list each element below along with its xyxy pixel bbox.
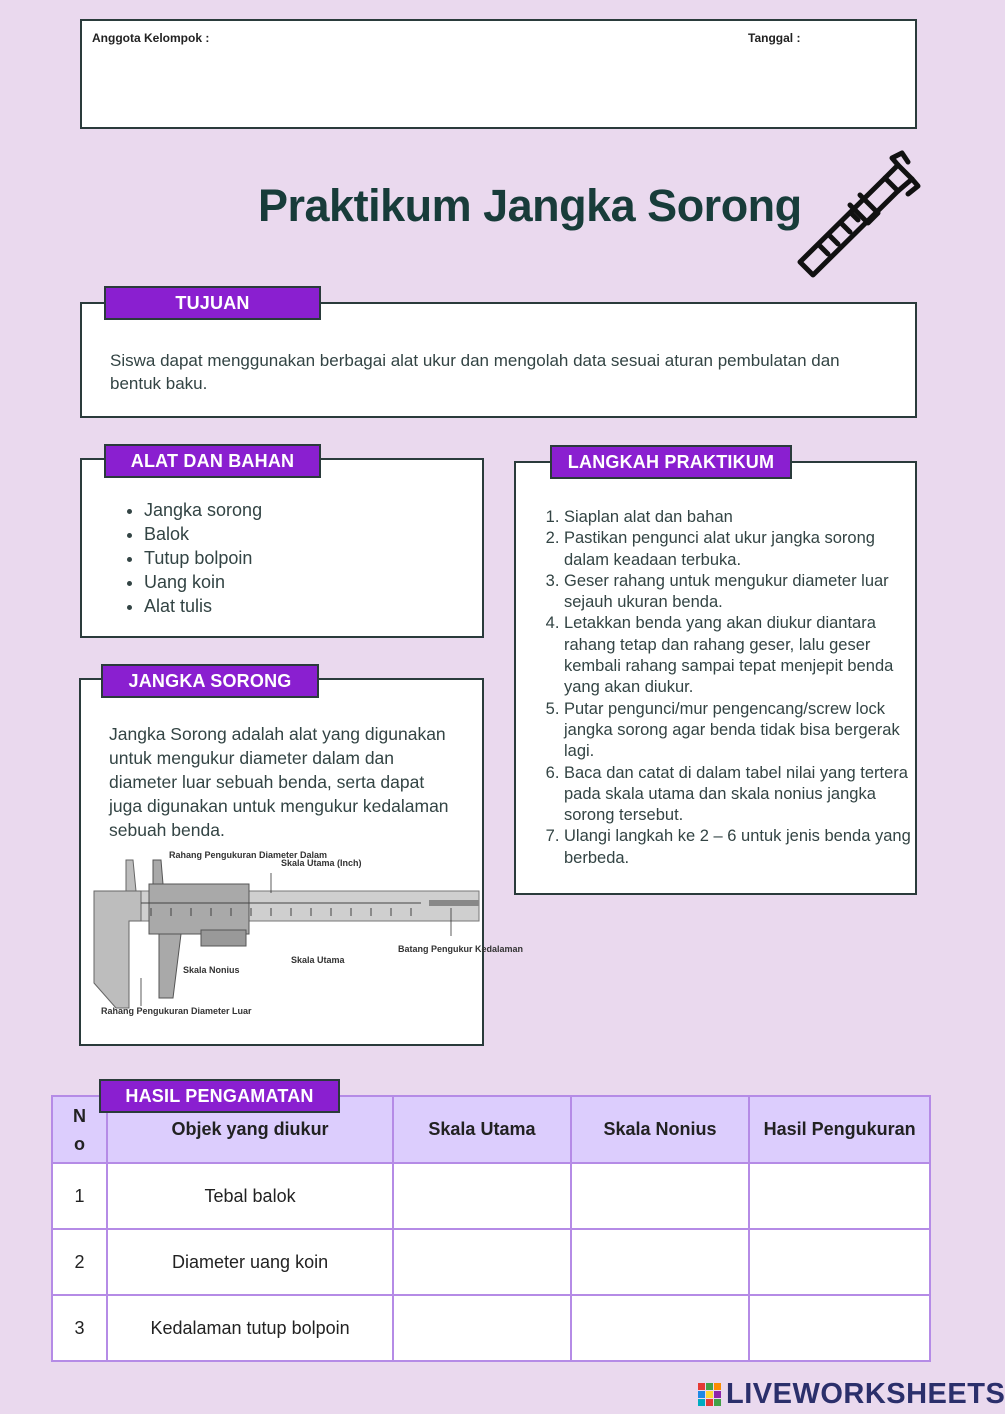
list-item: 5. Putar pengunci/mur pengencang/screw lock jangka sorong agar benda tidak bisa bergerak lagi.	[564, 699, 919, 763]
list-item: 4. Letakkan benda yang akan diukur diantara rahang tetap dan rahang geser, lalu geser kembali rahang sampai tepat menjepit benda yang akan diukur.	[564, 613, 919, 698]
list-item: • Alat tulis	[144, 594, 262, 618]
inner-jaw-label: Rahang Pengukuran Diameter Dalam	[169, 850, 328, 860]
skala-utama-cell[interactable]	[393, 1229, 571, 1295]
row-objek: Kedalaman tutup bolpoin	[107, 1295, 393, 1361]
depth-rod-label: Batang Pengukur Kedalaman	[398, 944, 524, 954]
jangka-section	[79, 678, 524, 1046]
row-no: 3	[52, 1295, 107, 1361]
header-hasil: Hasil Pengukuran	[749, 1096, 930, 1163]
skala-utama-cell[interactable]	[393, 1295, 571, 1361]
outer-jaw-label: Rahang Pengukuran Diameter Luar	[101, 1006, 252, 1016]
table-row	[52, 1295, 930, 1361]
list-item: 7. Ulangi langkah ke 2 – 6 untuk jenis benda yang berbeda.	[564, 826, 919, 869]
list-item: • Tutup bolpoin	[144, 546, 262, 570]
list-item: 1. Siaplan alat dan bahan	[564, 507, 919, 528]
jangka-text: Jangka Sorong adalah alat yang digunakan untuk mengukur diameter dalam dan diameter luar sebuah benda, serta dapat juga digunakan untuk mengukur kedalaman sebuah benda.	[109, 724, 449, 840]
hasil-tag: HASIL PENGAMATAN	[99, 1079, 340, 1113]
hasil-cell[interactable]	[749, 1295, 930, 1361]
row-objek: Diameter uang koin	[107, 1229, 393, 1295]
date-label: Tanggal :	[748, 31, 801, 45]
hasil-cell[interactable]	[749, 1229, 930, 1295]
caliper-icon	[790, 150, 925, 280]
alat-list	[122, 498, 262, 618]
list-item: 2. Pastikan pengunci alat ukur jangka sorong dalam keadaan terbuka.	[564, 528, 919, 571]
langkah-list	[544, 507, 919, 869]
caliper-diagram	[91, 848, 524, 1038]
footer-brand[interactable]: LIVEWORKSHEETS	[726, 1378, 1005, 1410]
alat-tag: ALAT DAN BAHAN	[104, 444, 321, 478]
list-item: • Jangka sorong	[144, 498, 262, 522]
tujuan-text: Siswa dapat menggunakan berbagai alat ukur dan mengolah data sesuai aturan pembulatan dan bentuk baku.	[110, 351, 840, 393]
list-item: • Balok	[144, 522, 262, 546]
vernier-label: Skala Nonius	[183, 965, 240, 975]
row-objek: Tebal balok	[107, 1163, 393, 1229]
list-item: 3. Geser rahang untuk mengukur diameter luar sejauh ukuran benda.	[564, 571, 919, 614]
hasil-cell[interactable]	[749, 1163, 930, 1229]
jangka-tag: JANGKA SORONG	[101, 664, 319, 698]
header-skala-nonius: Skala Nonius	[571, 1096, 750, 1163]
group-info-box	[80, 19, 917, 129]
list-item: • Uang koin	[144, 570, 262, 594]
skala-nonius-cell[interactable]	[571, 1229, 750, 1295]
header-no: N o	[52, 1096, 107, 1163]
skala-utama-cell[interactable]	[393, 1163, 571, 1229]
members-label: Anggota Kelompok :	[92, 31, 210, 45]
langkah-section	[514, 461, 917, 895]
hasil-table	[51, 1095, 931, 1362]
table-row	[52, 1229, 930, 1295]
header-skala-utama: Skala Utama	[393, 1096, 571, 1163]
skala-nonius-cell[interactable]	[571, 1295, 750, 1361]
skala-nonius-cell[interactable]	[571, 1163, 750, 1229]
row-no: 2	[52, 1229, 107, 1295]
tujuan-tag: TUJUAN	[104, 286, 321, 320]
page-title: Praktikum Jangka Sorong	[258, 180, 802, 231]
list-item: 6. Baca dan catat di dalam tabel nilai yang tertera pada skala utama dan skala nonius jangka sorong tersebut.	[564, 763, 919, 827]
langkah-tag: LANGKAH PRAKTIKUM	[550, 445, 792, 479]
main-scale-label: Skala Utama	[291, 955, 345, 965]
liveworksheets-logo-icon	[698, 1383, 722, 1407]
table-row	[52, 1163, 930, 1229]
header-objek: Objek yang diukur	[107, 1096, 393, 1163]
row-no: 1	[52, 1163, 107, 1229]
alat-section	[80, 458, 484, 638]
main-scale-inch-label: Skala Utama (Inch)	[281, 858, 362, 868]
